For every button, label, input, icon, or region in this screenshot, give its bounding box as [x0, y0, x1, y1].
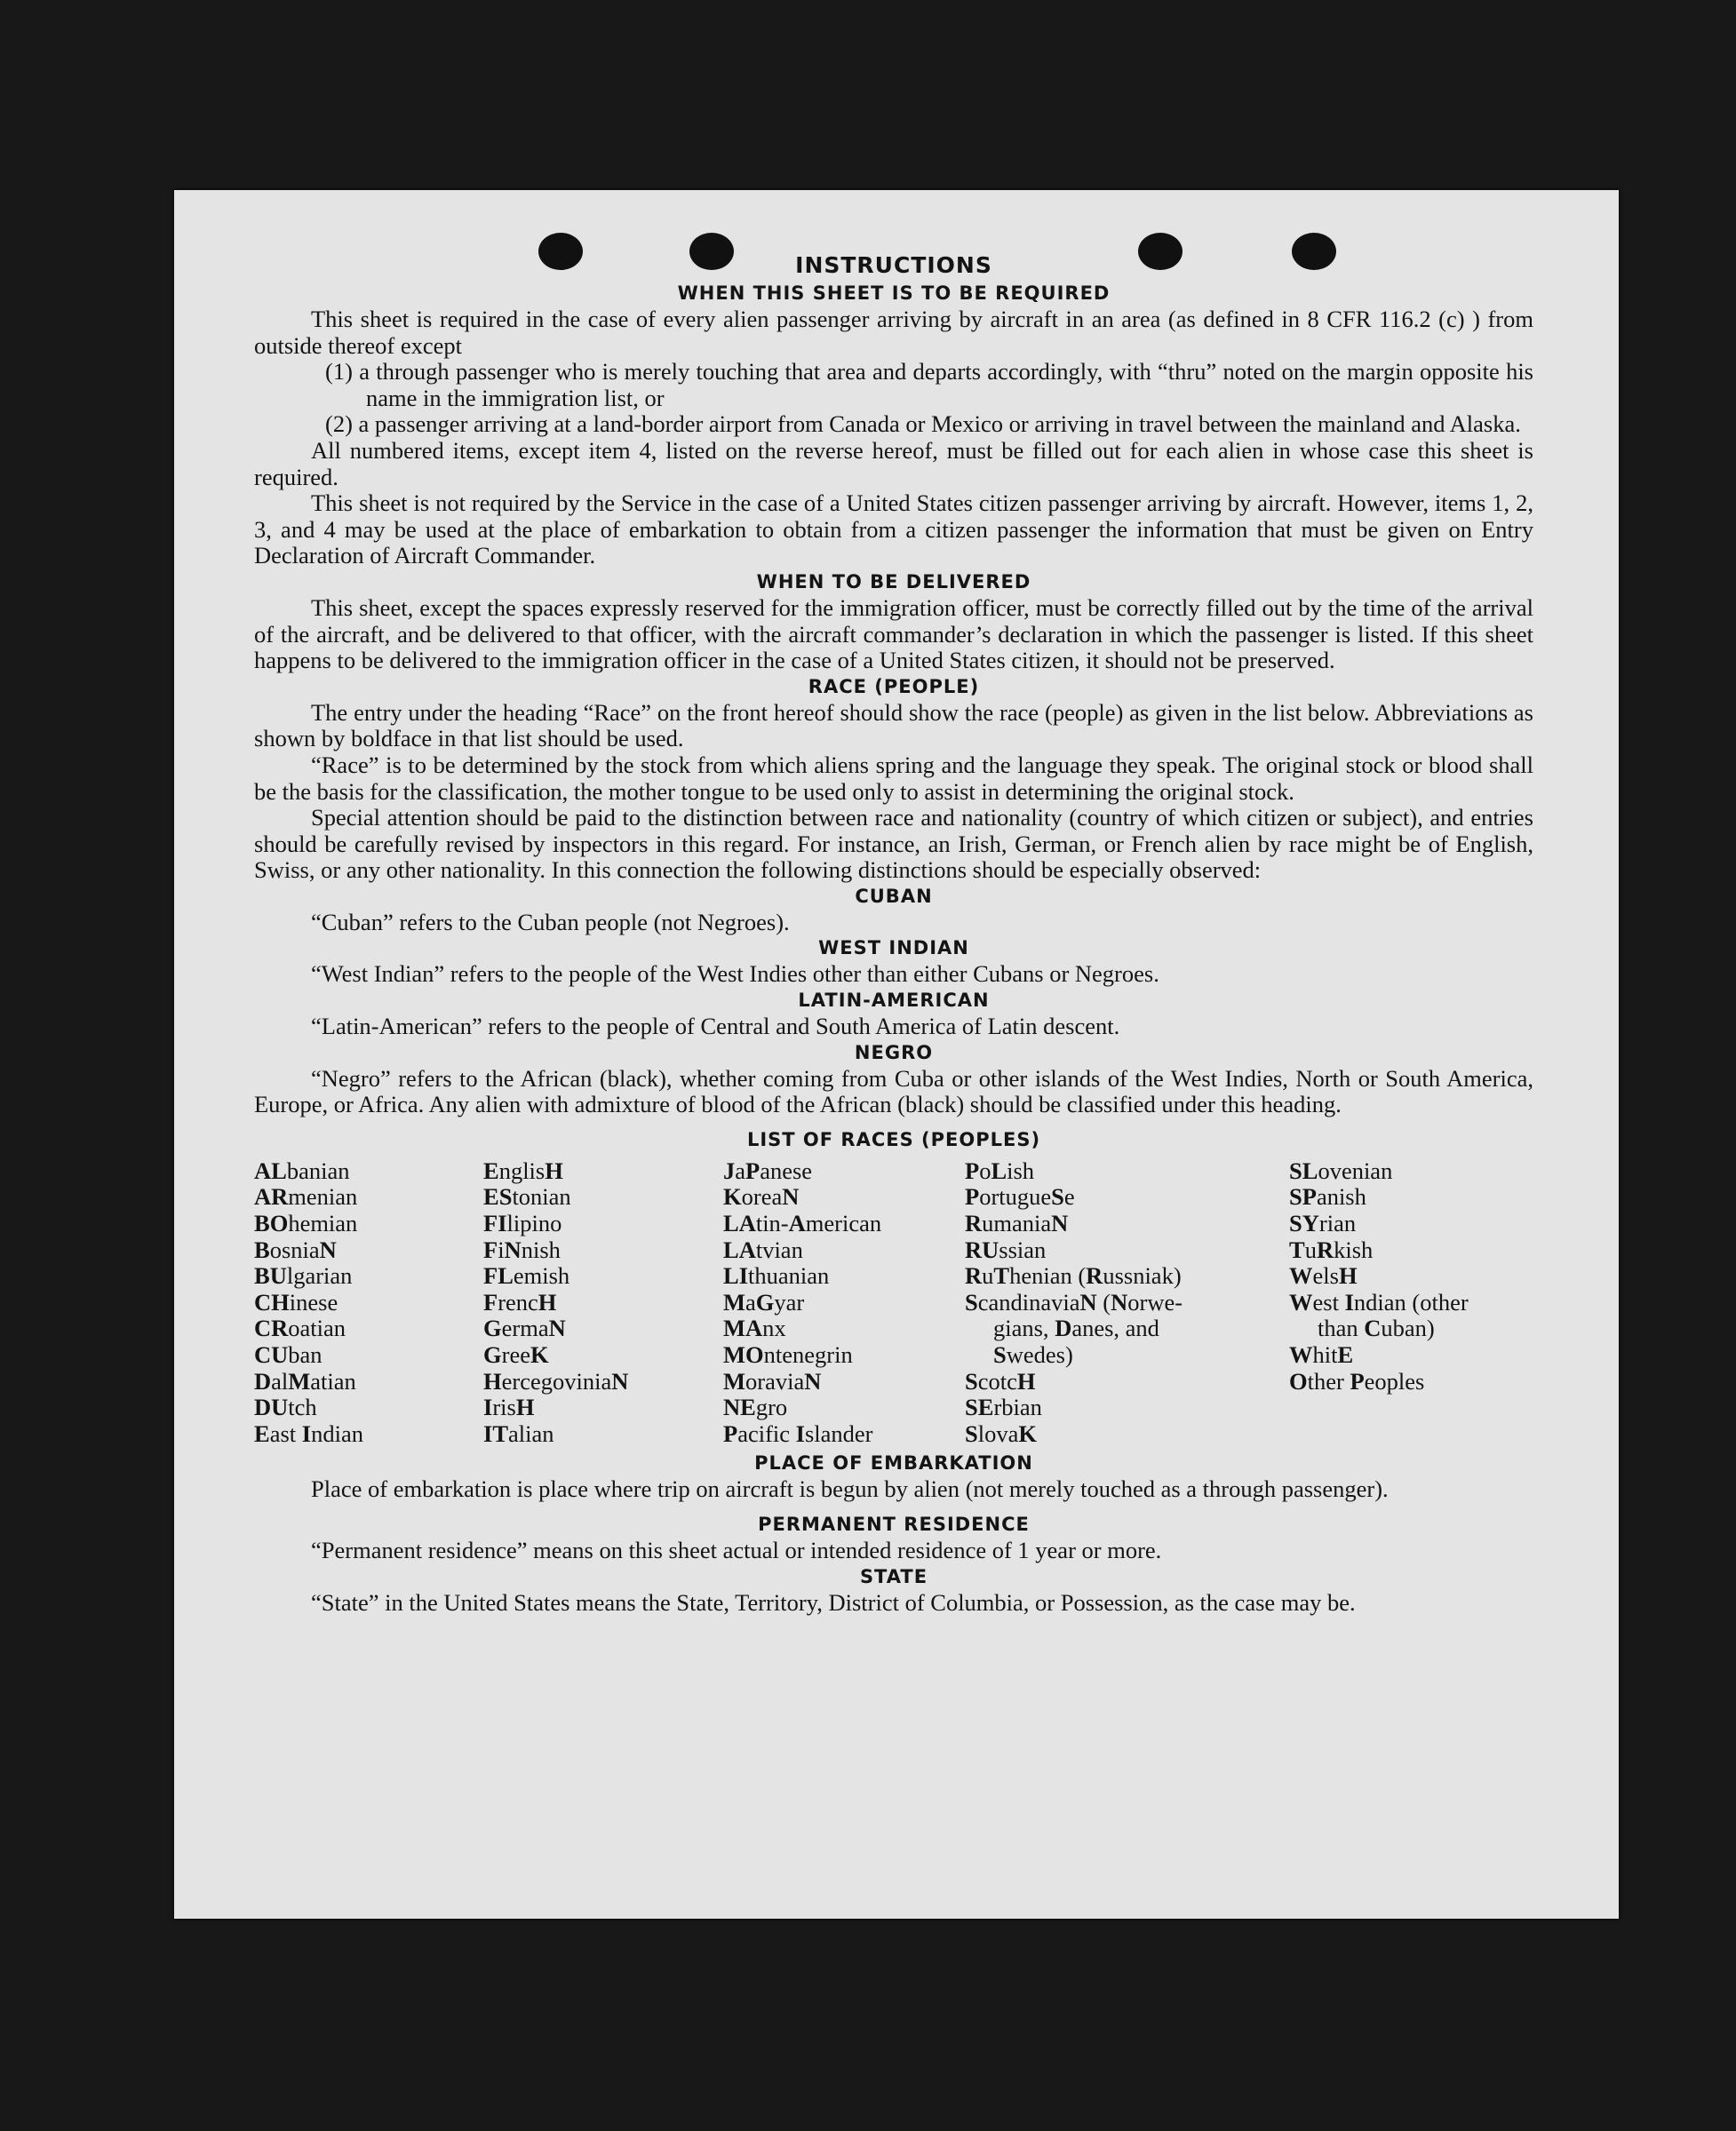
- section-heading-residence: PERMANENT RESIDENCE: [758, 1513, 1030, 1535]
- race-column: [965, 1158, 1289, 1448]
- section-heading-west-indian: WEST INDIAN: [818, 937, 969, 959]
- list-item: RumaniaN: [965, 1210, 1069, 1237]
- sheet-content: [254, 250, 1533, 1616]
- list-item: (2) a passenger arriving at a land-border airport from Canada or Mexico or arriving in travel between the mainland and Alaska.: [325, 410, 1521, 438]
- race-list: [254, 1158, 1533, 1448]
- page-title: INSTRUCTIONS: [795, 252, 992, 278]
- list-item: RuThenian (Russniak): [965, 1262, 1182, 1290]
- section-heading-latin-american: LATIN-AMERICAN: [798, 990, 990, 1012]
- paragraph: The entry under the heading “Race” on the front hereof should show the race (people) as given in the list below. Abbreviations as shown by boldface in that list should be used.: [254, 698, 1533, 752]
- list-item: SPanish: [1289, 1183, 1366, 1211]
- list-item: West Indian (other: [1289, 1288, 1469, 1316]
- paragraph: “State” in the United States means the State, Territory, District of Columbia, or Possession, as the case may be.: [311, 1588, 1356, 1616]
- section-heading-cuban: CUBAN: [855, 885, 933, 907]
- paragraph: “West Indian” refers to the people of the West Indies other than either Cubans or Negroes.: [311, 960, 1159, 988]
- list-item: SlovaK: [965, 1419, 1037, 1447]
- paragraph: All numbered items, except item 4, listed on the reverse hereof, must be filled out for each alien in whose case this sheet is required.: [254, 436, 1533, 490]
- list-item: KoreaN: [723, 1183, 800, 1211]
- list-item: CUban: [254, 1341, 323, 1368]
- section-heading-list: LIST OF RACES (PEOPLES): [746, 1128, 1041, 1150]
- race-column: [483, 1158, 723, 1448]
- list-item: FIlipino: [483, 1210, 562, 1237]
- list-item: Other Peoples: [1289, 1367, 1425, 1395]
- list-item: DUtch: [254, 1394, 317, 1421]
- list-item: gians, Danes, and: [993, 1315, 1159, 1342]
- paragraph: “Permanent residence” means on this sheet actual or intended residence of 1 year or more.: [311, 1536, 1162, 1563]
- section-heading-race: RACE (PEOPLE): [808, 675, 980, 697]
- list-item: CHinese: [254, 1288, 338, 1316]
- list-item: IrisH: [483, 1394, 535, 1421]
- list-item: FrencH: [483, 1288, 557, 1316]
- list-item: LIthuanian: [723, 1262, 830, 1290]
- list-item: NEgro: [723, 1394, 788, 1421]
- paragraph: Special attention should be paid to the distinction between race and nationality (country of which citizen or subject), and entries should be carefully revised by inspectors in this regard. For instance, an Irish, German, or French alien by race might be of English, Swiss, or any other nationality. In this connection the following distinctions should be especially observed:: [254, 804, 1533, 884]
- list-item: JaPanese: [723, 1157, 813, 1184]
- race-column: [254, 1158, 483, 1448]
- paragraph: “Latin-American” refers to the people of Central and South America of Latin descent.: [311, 1013, 1120, 1040]
- list-item: PortugueSe: [965, 1183, 1075, 1211]
- list-item: ARmenian: [254, 1183, 358, 1211]
- list-item: BOhemian: [254, 1210, 358, 1237]
- section-heading-required: WHEN THIS SHEET IS TO BE REQUIRED: [677, 282, 1111, 304]
- list-item: RUssian: [965, 1236, 1047, 1263]
- list-item: MOntenegrin: [723, 1341, 853, 1368]
- section-heading-negro: NEGRO: [854, 1041, 934, 1063]
- list-item: TuRkish: [1289, 1236, 1374, 1263]
- race-column: [723, 1158, 965, 1448]
- section-heading-delivered: WHEN TO BE DELIVERED: [756, 570, 1031, 592]
- list-item: SLovenian: [1289, 1157, 1393, 1184]
- paragraph: “Negro” refers to the African (black), whether coming from Cuba or other islands of the West Indies, North or South America, Europe, or Africa. Any alien with admixture of blood of the African (black) should be classified under this heading.: [254, 1064, 1533, 1118]
- list-item: East Indian: [254, 1419, 363, 1447]
- list-item: Swedes): [993, 1341, 1073, 1368]
- list-item: BosniaN: [254, 1236, 337, 1263]
- paragraph: Place of embarkation is place where trip on aircraft is begun by alien (not merely touched as a through passenger).: [311, 1475, 1389, 1503]
- paragraph: “Race” is to be determined by the stock from which aliens spring and the language they speak. The original stock or blood shall be the basis for the classification, the mother tongue to be used only to assist in determining the original stock.: [254, 751, 1533, 805]
- paragraph: “Cuban” refers to the Cuban people (not Negroes).: [311, 908, 790, 935]
- list-item: BUlgarian: [254, 1262, 353, 1290]
- instruction-sheet: [174, 190, 1619, 1919]
- list-item: (1) a through passenger who is merely touching that area and departs accordingly, with “thru” noted on the margin opposite his name in the immigration list, or: [325, 358, 1533, 411]
- list-item: MaGyar: [723, 1288, 805, 1316]
- list-item: SYrian: [1289, 1210, 1357, 1237]
- list-item: SErbian: [965, 1394, 1042, 1421]
- list-item: ScotcH: [965, 1367, 1036, 1395]
- list-item: DalMatian: [254, 1367, 356, 1395]
- list-item: GermaN: [483, 1315, 566, 1342]
- list-item: PoLish: [965, 1157, 1035, 1184]
- paragraph: This sheet, except the spaces expressly reserved for the immigration officer, must be correctly filled out by the time of the arrival of the aircraft, and be delivered to that officer, with the aircraft commander’s declaration in which the passenger is listed. If this sheet happens to be delivered to the immigration officer in the case of a United States citizen, it should not be preserved.: [254, 593, 1533, 674]
- list-item: FiNnish: [483, 1236, 561, 1263]
- list-item: LAtin-American: [723, 1210, 882, 1237]
- list-item: MoraviaN: [723, 1367, 822, 1395]
- list-item: WelsH: [1289, 1262, 1358, 1290]
- list-item: ITalian: [483, 1419, 554, 1447]
- section-heading-embarkation: PLACE OF EMBARKATION: [754, 1452, 1033, 1475]
- list-item: EnglisH: [483, 1157, 563, 1184]
- list-item: Pacific Islander: [723, 1419, 873, 1447]
- list-item: LAtvian: [723, 1236, 803, 1263]
- list-item: GreeK: [483, 1341, 549, 1368]
- list-item: ScandinaviaN (Norwe-: [965, 1288, 1183, 1316]
- list-item: EStonian: [483, 1183, 571, 1211]
- list-item: than Cuban): [1318, 1315, 1435, 1342]
- list-item: HercegoviniaN: [483, 1367, 629, 1395]
- list-item: CRoatian: [254, 1315, 346, 1342]
- list-item: WhitE: [1289, 1341, 1354, 1368]
- list-item: FLemish: [483, 1262, 570, 1290]
- race-column: [1289, 1158, 1533, 1448]
- paragraph: This sheet is not required by the Service in the case of a United States citizen passenger arriving by aircraft. However, items 1, 2, 3, and 4 may be used at the place of embarkation to obtain from a citizen passenger the information that must be given on Entry Declaration of Aircraft Commander.: [254, 489, 1533, 569]
- list-item: ALbanian: [254, 1157, 350, 1184]
- section-heading-state: STATE: [859, 1565, 928, 1587]
- list-item: MAnx: [723, 1315, 786, 1342]
- paragraph: This sheet is required in the case of every alien passenger arriving by aircraft in an area (as defined in 8 CFR 116.2 (c) ) from outside thereof except: [254, 306, 1533, 359]
